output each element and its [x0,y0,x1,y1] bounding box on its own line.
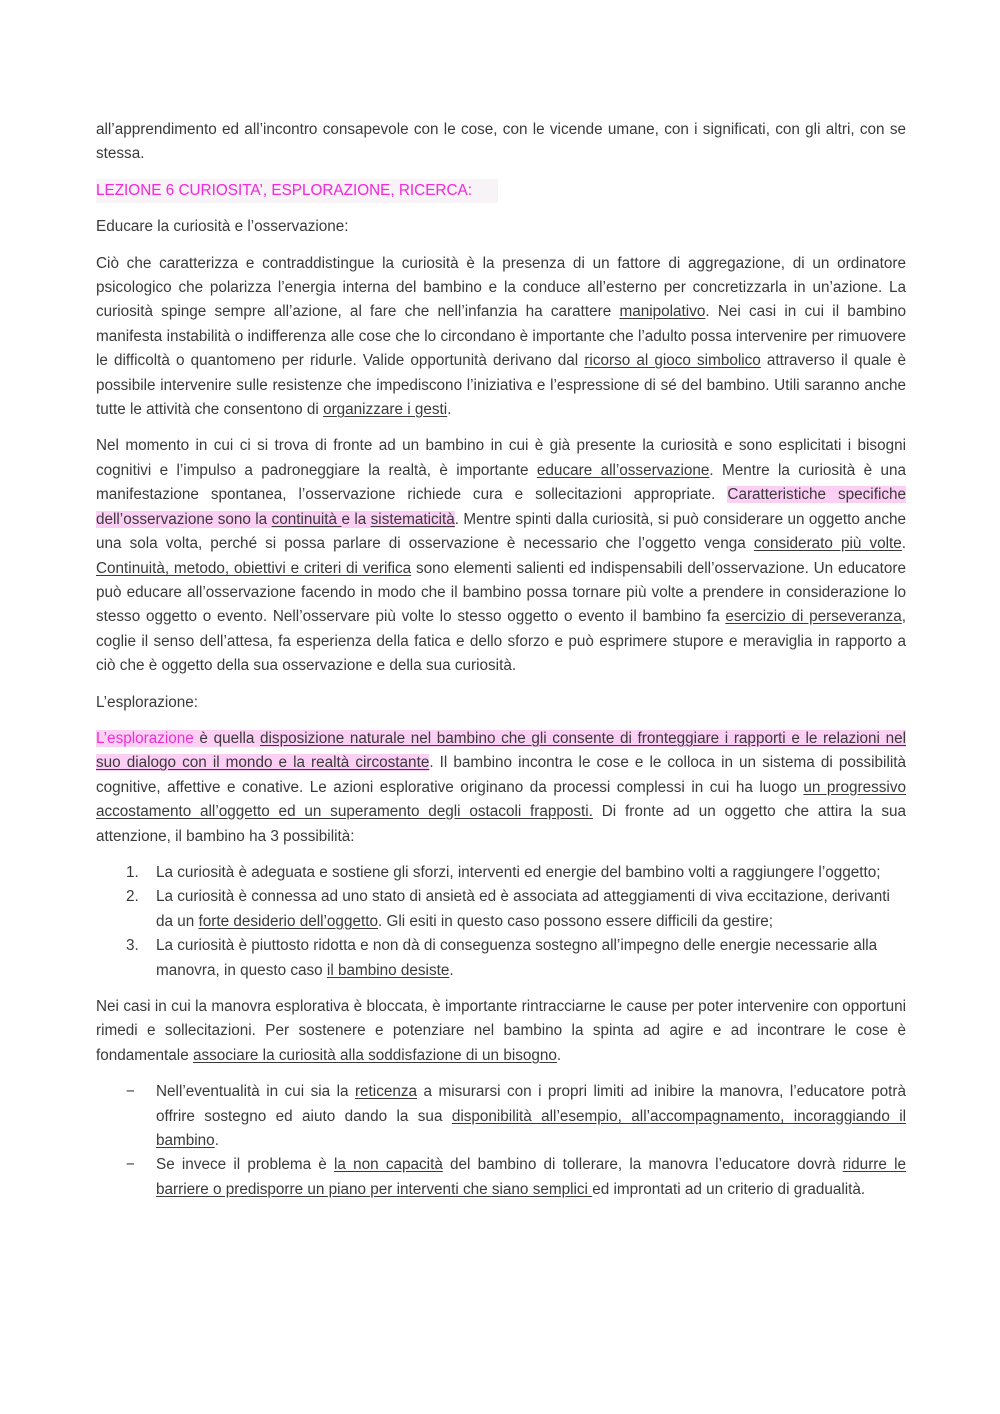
interventions-list [96,1080,906,1202]
highlighted-phrase: L’esplorazione è quella disposizione naturale nel bambino che gli consente di fronteggiare i rapporti e le relazioni nel suo dialogo con il mondo e la realtà circostante [96,729,906,772]
paragraph-observation: Nel momento in cui ci si trova di fronte ad un bambino in cui è già presente la curiosità e sono esplicitati i bisogni cognitivi e l’impulso a padroneggiare la realtà, è importante educare all’osservazione. Mentre la curiosità è una manifestazione spontanea, l’osservazione richiede cura e sollecitazioni appropriate. Caratteristiche specifiche dell’osservazione sono la continuità e la sistematicità. Mentre spinti dalla curiosità, si può considerare un oggetto anche una sola volta, perché si possa parlare di osservazione è necessario che l’oggetto venga considerato più volte. Continuità, metodo, obiettivi e criteri di verifica sono elementi salienti ed indispensabili dell’osservazione. Un educatore può educare all’osservazione facendo in modo che il bambino possa tornare più volte a prendere in considerazione lo stesso oggetto o evento. Nell’osservare più volte lo stesso oggetto o evento il bambino fa esercizio di perseveranza, coglie il senso dell’attesa, fa esperienza della fatica e dello sforzo e può esprimere stupore e meraviglia in rapporto a ciò che è oggetto della sua osservazione e della sua curiosità. [96,437,907,675]
list-item: − Se invece il problema è la non capacità del bambino di tollerare, la manovra l’educatore dovrà ridurre le barriere o predisporre un piano per interventi che siano semplici ed improntati ad un criterio di gradualità. [126,1156,906,1198]
list-item: 3. La curiosità è piuttosto ridotta e non dà di conseguenza sostegno all’impegno delle energie necessarie alla manovra, in questo caso il bambino desiste. [126,937,878,979]
underlined-phrase: organizzare i gesti [323,401,448,419]
highlighted-phrase: Caratteristiche specifiche dell’osservazione sono la continuità e la sistematicità [96,486,907,528]
list-item: 2. La curiosità è connessa ad uno stato di ansietà ed è associata ad atteggiamenti di viva eccitazione, derivanti da un forte desiderio dell’oggetto. Gli esiti in questo caso possono essere difficili da gestire; [126,888,890,930]
section-heading-exploration: L’esplorazione: [96,693,199,711]
lesson-title: LEZIONE 6 CURIOSITA’, ESPLORAZIONE, RICERCA: [96,179,498,203]
underlined-phrase: ricorso al gioco simbolico [584,352,761,370]
lesson-title-row [96,179,906,203]
possibilities-list [96,861,906,983]
underlined-phrase: associare la curiosità alla soddisfazione di un bisogno [192,1046,557,1064]
intro-paragraph: all’apprendimento ed all’incontro consapevole con le cose, con le vicende umane, con i significati, con gli altri, con se stessa. [96,121,906,163]
document-page [96,118,906,1214]
underlined-phrase: educare all’osservazione [536,461,710,479]
underlined-phrase: un progressivo accostamento all’oggetto ed un superamento degli ostacoli frapposti. [96,778,906,821]
paragraph-curiosity: Ciò che caratterizza e contraddistingue la curiosità è la presenza di un fattore di aggregazione, di un ordinatore psicologico che polarizza l’energia interna del bambino e la conduce all’esterno per concretizzarla in un’azione. La curiosità spinge sempre all’azione, al fare che nell’infanzia ha carattere manipolativo. Nei casi in cui il bambino manifesta instabilità o indifferenza alle cose che lo circondano è importante che l’adulto possa intervenire per rimuovere le difficoltà o quantomeno per ridurle. Valide opportunità derivano dal ricorso al gioco simbolico attraverso il quale è possibile intervenire sulle resistenze che impediscono l’iniziativa e l’espressione di sé del bambino. Utili saranno anche tutte le attività che consentono di organizzare i gesti. [96,254,906,419]
section-heading-curiosity: Educare la curiosità e l’osservazione: [96,218,349,236]
list-item: − Nell’eventualità in cui sia la reticenza a misurarsi con i propri limiti ad inibire la manovra, l’educatore potrà offrire sostegno ed aiuto dando la sua disponibilità all’esempio, all’accompagnamento, incoraggiando il bambino. [126,1083,907,1150]
list-item: 1. La curiosità è adeguata e sostiene gli sforzi, interventi ed energie del bambino volti a raggiungere l’oggetto; [126,863,881,881]
underlined-phrase: Continuità, metodo, obiettivi e criteri di verifica [96,559,412,577]
paragraph-blocked-maneuver: Nei casi in cui la manovra esplorativa è bloccata, è importante rintracciarne le cause per poter intervenire con opportuni rimedi e sollecitazioni. Per sostenere e potenziare nel bambino la spinta ad agire e ad incontrare le cose è fondamentale associare la curiosità alla soddisfazione di un bisogno. [96,998,906,1064]
paragraph-exploration: L’esplorazione è quella disposizione naturale nel bambino che gli consente di fronteggiare i rapporti e le relazioni nel suo dialogo con il mondo e la realtà circostante. Il bambino incontra le cose e le colloca in un sistema di possibilità cognitive, affettive e conative. Le azioni esplorative originano da processi complessi in cui ha luogo un progressivo accostamento all’oggetto ed un superamento degli ostacoli frapposti. Di fronte ad un oggetto che attira la sua attenzione, il bambino ha 3 possibilità: [96,729,906,845]
underlined-phrase: manipolativo [619,303,706,321]
underlined-phrase: esercizio di perseveranza [725,608,902,626]
underlined-phrase: considerato più volte [753,535,902,553]
